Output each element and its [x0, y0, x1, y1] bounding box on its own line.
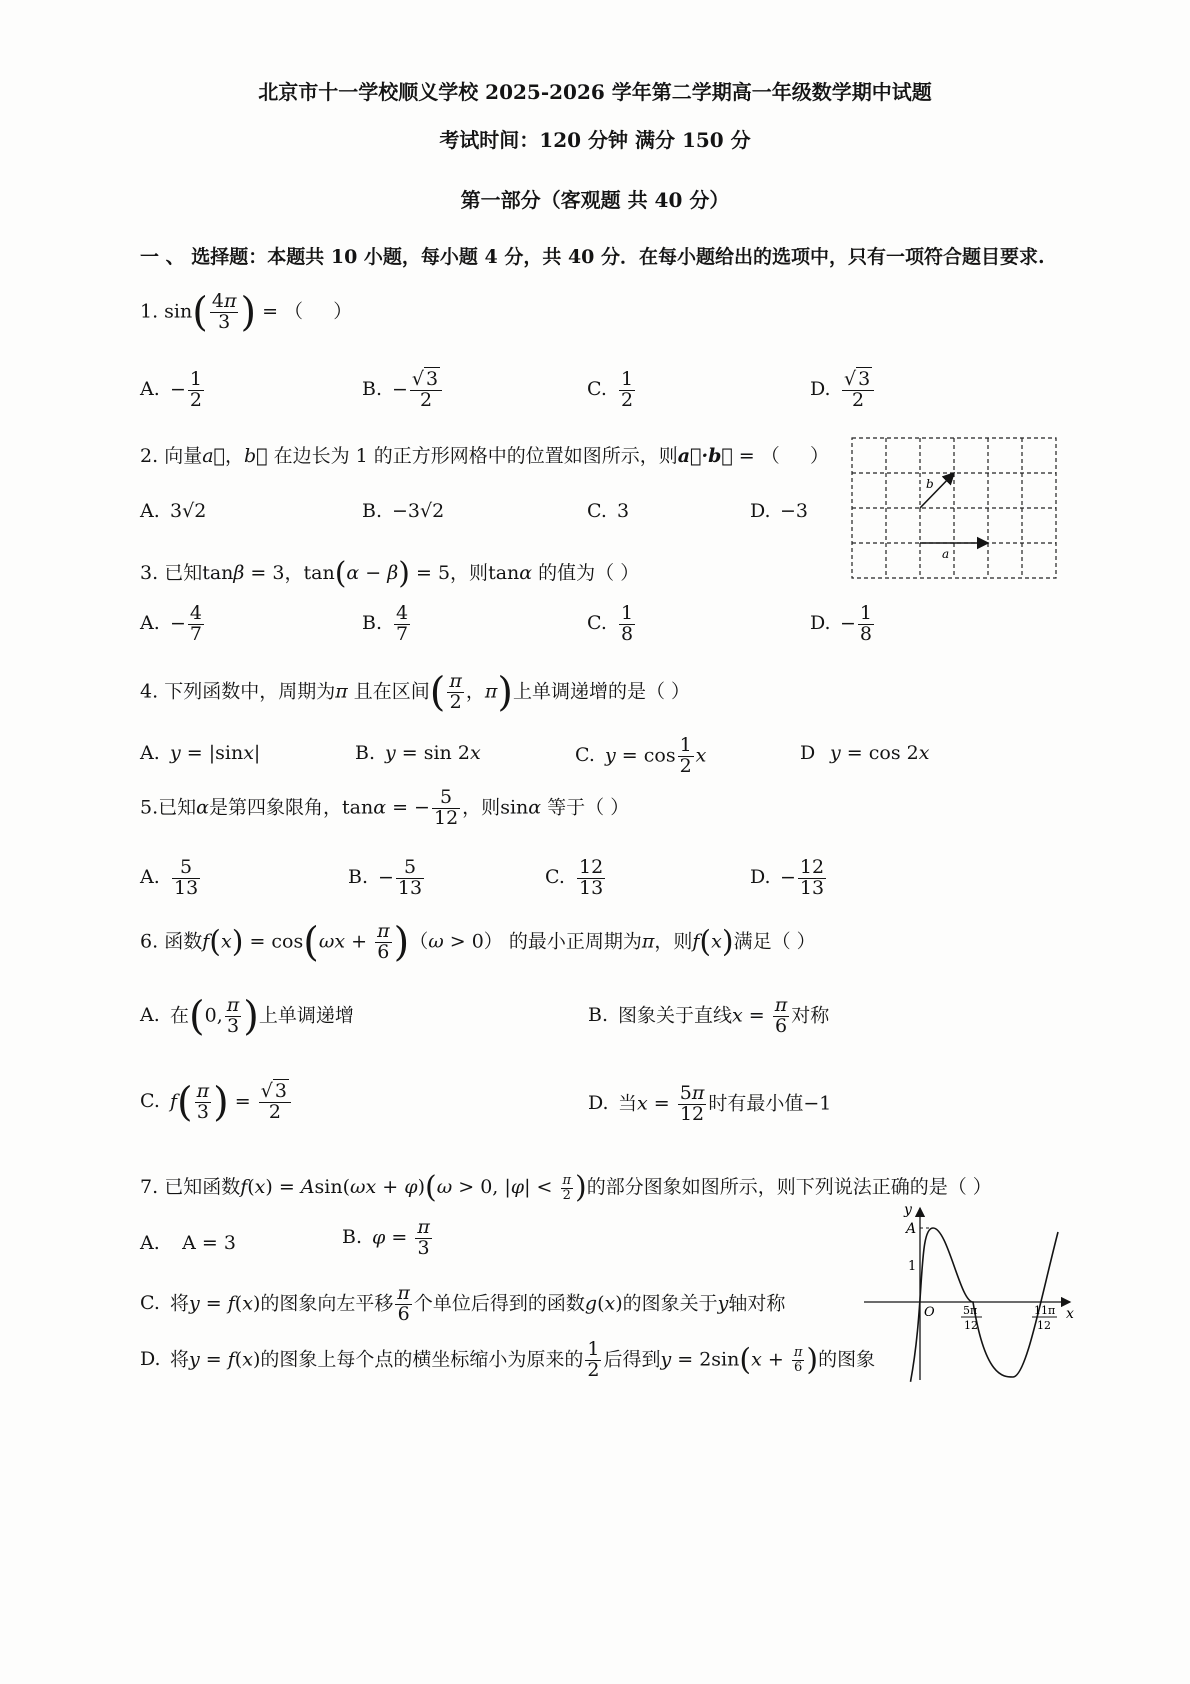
- q5-option-b[interactable]: B. − $\frac{5}{13}$: [348, 856, 423, 899]
- q2-option-d[interactable]: D. −3: [750, 500, 809, 522]
- q5-option-d[interactable]: D. − $\frac{12}{13}$: [750, 856, 825, 899]
- question-5: 5.已知α是第四象限角，tanα = − $\frac{5}{12}$ ，则sinα 等于（ ）: [140, 786, 630, 829]
- part-heading: 第一部分（客观题 共 40 分）: [460, 188, 730, 212]
- vector-grid-figure: [848, 434, 1062, 582]
- question-7: 7. 已知函数f(x) = Asin(ωx + φ)(ω > 0, |φ| < $\frac{\pi}{2}$ )的部分图象如图所示，则下列说法正确的是（ ）: [140, 1170, 992, 1205]
- vector-a-label: a: [942, 547, 950, 561]
- q4-option-c[interactable]: C. y = cos $\frac{1}{2}$ x: [575, 734, 707, 777]
- graph-tick1-den: 12: [964, 1319, 978, 1332]
- question-1: 1. sin( $\frac{4\pi}{3}$ ) = （ ）: [140, 289, 353, 336]
- q3-option-d[interactable]: D. − $\frac{1}{8}$: [810, 602, 873, 645]
- graph-a-label: A: [906, 1221, 917, 1237]
- exam-title: 北京市十一学校顺义学校 2025-2026 学年第二学期高一年级数学期中试题: [258, 80, 932, 104]
- q2-option-c[interactable]: C. 3: [587, 500, 630, 522]
- q2-option-a[interactable]: A. 3√2: [140, 500, 207, 522]
- graph-tick2-den: 12: [1037, 1319, 1051, 1332]
- question-3: 3. 已知tanβ = 3，tan(α − β) = 5，则tanα 的值为（ ）: [140, 556, 640, 591]
- q7-option-c[interactable]: C. 将y = f(x)的图象向左平移 $\frac{\pi}{6}$ 个单位后得到的函数g(x)的图象关于y轴对称: [140, 1282, 786, 1325]
- sine-graph-figure: [860, 1200, 1080, 1385]
- graph-y-label: y: [904, 1202, 912, 1218]
- q6-option-c[interactable]: C. f( $\frac{\pi}{3}$ ) = $\frac{√ 3}{2}$: [140, 1082, 293, 1123]
- question-6: 6. 函数f(x) = cos(ωx + $\frac{\pi}{6}$ )（ω > 0） 的最小正周期为π，则f(x)满足（ ）: [140, 919, 816, 966]
- q1-option-a[interactable]: A. − $\frac{1}{2}$: [140, 368, 203, 411]
- q1-option-c[interactable]: C. $\frac{1}{2}$: [587, 368, 634, 411]
- q5-option-a[interactable]: A. $\frac{5}{13}$: [140, 856, 199, 899]
- vector-b-label: b: [926, 477, 934, 491]
- q7-option-b[interactable]: B. φ = $\frac{\pi}{3}$: [342, 1216, 430, 1259]
- graph-origin-label: O: [924, 1305, 935, 1320]
- q4-option-a[interactable]: A. y = |sinx|: [140, 742, 261, 764]
- q4-option-d[interactable]: D y = cos 2x: [800, 742, 930, 764]
- q6-option-b[interactable]: B. 图象关于直线x = $\frac{\pi}{6}$ 对称: [588, 994, 830, 1037]
- graph-tick1-num: 5π: [963, 1304, 978, 1317]
- q3-option-b[interactable]: B. $\frac{4}{7}$: [362, 602, 409, 645]
- q6-option-a[interactable]: A. 在(0, $\frac{\pi}{3}$ )上单调递增: [140, 993, 354, 1040]
- q5-option-c[interactable]: C. $\frac{12}{13}$: [545, 856, 604, 899]
- section-instruction: 一 、 选择题：本题共 10 小题，每小题 4 分，共 40 分．在每小题给出的选项中，只有一项符合题目要求.: [140, 246, 1045, 268]
- q1-option-d[interactable]: D. $\frac{√ 3}{2}$: [810, 370, 876, 411]
- question-4: 4. 下列函数中，周期为π 且在区间( $\frac{\pi}{2}$ ，π)上单调递增的是（ ）: [140, 669, 691, 716]
- graph-x-label: x: [1066, 1306, 1074, 1322]
- q7-option-d[interactable]: D. 将y = f(x)的图象上每个点的横坐标缩小为原来的 $\frac{1}{2}$ 后得到y = 2sin(x + $\frac{\pi}{6}$ )的图象: [140, 1338, 876, 1381]
- exam-info: 考试时间：120 分钟 满分 150 分: [439, 128, 751, 152]
- q3-option-a[interactable]: A. − $\frac{4}{7}$: [140, 602, 203, 645]
- q4-option-b[interactable]: B. y = sin 2x: [355, 742, 481, 764]
- q1-option-b[interactable]: B. − $\frac{√ 3}{2}$: [362, 370, 444, 411]
- q7-option-a[interactable]: A. A = 3: [140, 1232, 236, 1254]
- question-2: 2. 向量a⃗，b⃗ 在边长为 1 的正方形网格中的位置如图所示，则a⃗·b⃗ = （ ）: [140, 445, 829, 467]
- graph-one-label: 1: [908, 1259, 917, 1274]
- q6-option-d[interactable]: D. 当x = $\frac{5\pi}{12}$ 时有最小值−1: [588, 1082, 832, 1125]
- graph-tick2-num: 11π: [1034, 1304, 1056, 1317]
- q2-option-b[interactable]: B. −3√2: [362, 500, 445, 522]
- q3-option-c[interactable]: C. $\frac{1}{8}$: [587, 602, 634, 645]
